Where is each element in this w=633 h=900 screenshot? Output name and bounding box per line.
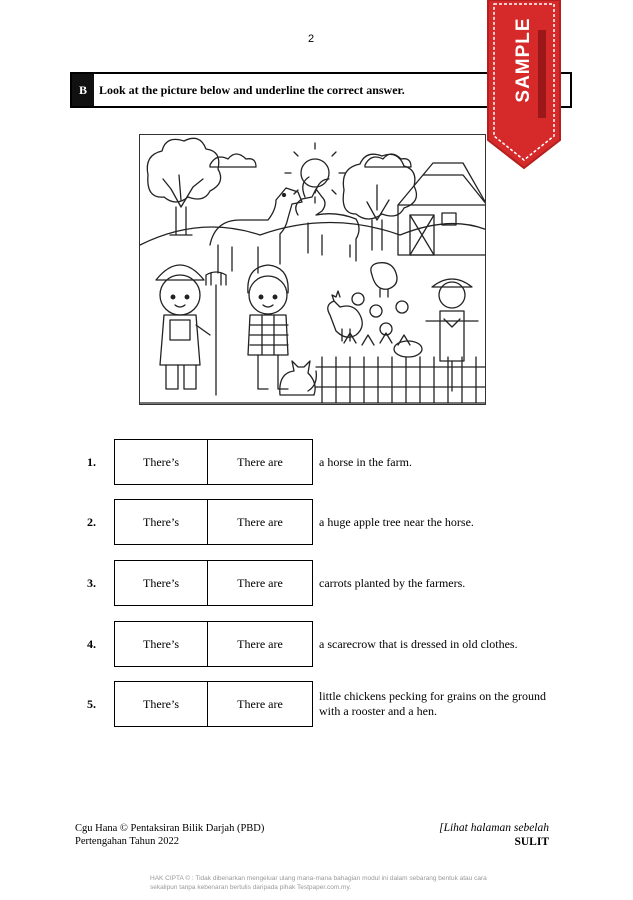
- option-theres[interactable]: There’s: [115, 440, 208, 484]
- chick-icon: [352, 293, 408, 335]
- question-number: 3.: [87, 575, 96, 590]
- option-theres[interactable]: There’s: [115, 682, 208, 726]
- copyright-notice: HAK CIPTA © : Tidak dibenarkan mengeluar ulang mana-mana bahagian modul ini dalam sebarang bentuk atau cara sekalipun tanpa kebenaran bertulis daripada pihak Testpaper.com.my.: [150, 875, 487, 891]
- tree-icon: [147, 138, 220, 235]
- carrot-icon: [344, 333, 422, 357]
- option-theres[interactable]: There’s: [115, 500, 208, 544]
- cat-icon: [280, 361, 317, 395]
- option-theres[interactable]: There’s: [115, 561, 208, 605]
- farmer-girl-icon: [248, 265, 288, 389]
- horse-icon: [210, 188, 302, 273]
- section-letter: B: [72, 74, 94, 106]
- footer-left: [75, 822, 264, 848]
- question-row: [0, 560, 633, 606]
- option-there-are[interactable]: There are: [237, 575, 283, 590]
- question-number: 1.: [87, 454, 96, 469]
- option-there-are[interactable]: There are: [237, 696, 283, 711]
- question-number: 4.: [87, 636, 96, 651]
- question-text: carrots planted by the farmers.: [319, 575, 466, 590]
- question-row: [0, 499, 633, 545]
- question-text: a scarecrow that is dressed in old clothes.: [319, 636, 518, 651]
- answer-choice-box: [114, 681, 313, 727]
- option-there-are[interactable]: There are: [237, 636, 283, 651]
- question-number: 2.: [87, 514, 96, 529]
- footer-next-page: [Lihat halaman sebelah: [439, 822, 549, 834]
- question-row: [0, 621, 633, 667]
- footer-classification: SULIT: [514, 835, 549, 848]
- question-text: little chickens pecking for grains on the ground with a rooster and a hen.: [319, 689, 546, 718]
- answer-choice-box: [114, 439, 313, 485]
- answer-choice-box: [114, 499, 313, 545]
- ribbon-label: SAMPLE: [513, 17, 534, 103]
- page-number: 2: [308, 33, 315, 45]
- tree-icon: [343, 154, 416, 250]
- fence-icon: [316, 357, 486, 403]
- question-number: 5.: [87, 696, 96, 711]
- question-text: a horse in the farm.: [319, 454, 412, 469]
- footer-term: Pertengahan Tahun 2022: [75, 836, 180, 848]
- option-theres[interactable]: There’s: [115, 622, 208, 666]
- question-row: [0, 439, 633, 485]
- question-text: a huge apple tree near the horse.: [319, 514, 474, 529]
- answer-choice-box: [114, 621, 313, 667]
- sun-icon: [285, 143, 345, 203]
- answer-choice-box: [114, 560, 313, 606]
- option-there-are[interactable]: There are: [237, 454, 283, 469]
- goat-icon: [296, 177, 359, 261]
- option-there-are[interactable]: There are: [237, 514, 283, 529]
- farm-illustration: [139, 134, 486, 405]
- question-row: [0, 681, 633, 727]
- section-instruction: Look at the picture below and underline the correct answer.: [99, 82, 405, 97]
- footer-author: Cgu Hana © Pentaksiran Bilik Darjah (PBD): [75, 823, 265, 834]
- footer-right: [439, 822, 549, 850]
- hen-icon: [371, 263, 397, 297]
- barn-icon: [398, 163, 486, 255]
- sample-ribbon: [486, 0, 562, 170]
- rooster-icon: [328, 291, 363, 341]
- farmer-boy-icon: [156, 265, 210, 389]
